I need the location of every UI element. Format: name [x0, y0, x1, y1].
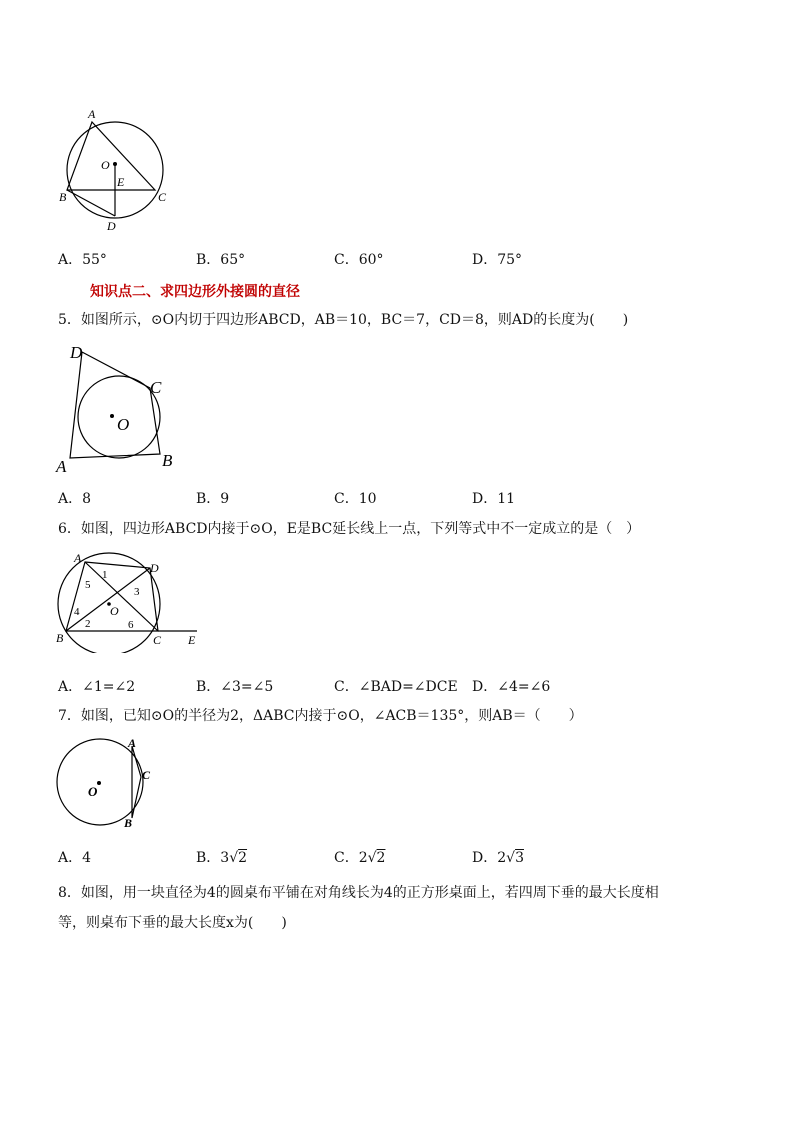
q5-label-a: A — [56, 457, 67, 476]
q7-option-d — [472, 847, 524, 867]
q7-label-b: B — [124, 816, 133, 830]
q7-option-a: A．4 — [58, 850, 92, 866]
q6-label-o: O — [110, 604, 119, 618]
sqrt-icon: √ — [506, 850, 516, 866]
q7-label-a: A — [128, 736, 137, 750]
q4-label-o: O — [101, 158, 110, 172]
section-heading: 知识点二、求四边形外接圆的直径 — [90, 284, 300, 300]
q5-center-dot — [110, 414, 114, 418]
q5-quadrilateral — [70, 352, 160, 458]
q7-triangle — [132, 746, 141, 818]
q4-option-b: B．65° — [196, 252, 246, 268]
q5-label-b: B — [162, 451, 173, 470]
q4-label-e: E — [117, 175, 125, 189]
q7-text: 7．如图，已知⊙O的半径为2，ΔABC内接于⊙O，∠ACB＝135°，则AB＝（ ） — [58, 708, 583, 724]
q7-option-d-radicand: 3 — [515, 850, 524, 866]
sqrt-icon: √ — [367, 850, 377, 866]
q6-label-b: B — [56, 631, 64, 645]
q7-center-dot — [97, 781, 101, 785]
q6-option-d: D．∠4=∠6 — [472, 679, 551, 695]
q7-label-o: O — [88, 784, 98, 799]
q6-diagonal-ac — [85, 562, 158, 631]
q5-label-o: O — [117, 415, 130, 434]
q6-option-c: C．∠BAD=∠DCE — [334, 679, 458, 695]
q4-center-dot — [113, 162, 117, 166]
q7-option-c-radicand: 2 — [376, 850, 386, 866]
q5-label-c: C — [150, 378, 162, 397]
q8-text-line2: 等，则桌布下垂的最大长度x为( ) — [58, 915, 287, 931]
q4-figure — [52, 100, 182, 240]
q7-option-b — [196, 847, 247, 867]
q7-label-c: C — [142, 768, 151, 782]
q4-label-d: D — [107, 219, 116, 233]
q4-label-a: A — [88, 107, 96, 121]
q7-option-b-radicand: 2 — [238, 850, 248, 866]
q6-angle-3: 3 — [134, 586, 140, 598]
q6-text: 6．如图，四边形ABCD内接于⊙O，E是BC延长线上一点，下列等式中不一定成立的是（ ） — [58, 521, 641, 537]
q5-label-d: D — [70, 343, 83, 362]
q7-option-c — [334, 847, 385, 867]
q4-option-d: D．75° — [472, 252, 523, 268]
q6-angle-2: 2 — [85, 618, 91, 630]
q6-figure — [52, 548, 212, 653]
q5-option-c: C．10 — [334, 491, 377, 507]
q4-label-c: C — [158, 190, 167, 204]
q6-angle-5: 5 — [85, 579, 91, 591]
q6-angle-1: 1 — [102, 569, 108, 581]
q5-option-a: A．8 — [58, 491, 92, 507]
q6-diagonal-bd — [66, 568, 150, 631]
q7-option-c-label: C．2 — [334, 850, 368, 866]
sqrt-icon: √ — [229, 850, 239, 866]
q5-text: 5．如图所示，⊙O内切于四边形ABCD，AB＝10，BC＝7，CD＝8，则AD的长度为( ) — [58, 312, 629, 328]
q6-label-a: A — [74, 551, 82, 565]
q6-label-e: E — [188, 633, 196, 647]
q4-triangle — [67, 122, 155, 190]
q6-angle-6: 6 — [128, 619, 134, 631]
q4-option-a: A．55° — [58, 252, 107, 268]
q8-text-line1: 8．如图，用一块直径为4的圆桌布平铺在对角线长为4的正方形桌面上，若四周下垂的最大长度相 — [58, 885, 659, 901]
q6-option-a: A．∠1=∠2 — [58, 679, 136, 695]
q7-option-b-label: B．3 — [196, 850, 230, 866]
q7-option-d-label: D．2 — [472, 850, 507, 866]
q5-option-b: B．9 — [196, 491, 230, 507]
q6-angle-4: 4 — [74, 606, 80, 618]
q4-label-b: B — [59, 190, 67, 204]
q6-label-d: D — [150, 561, 159, 575]
q7-figure — [52, 732, 167, 832]
q6-label-c: C — [153, 633, 162, 647]
q5-option-d: D．11 — [472, 491, 516, 507]
q6-option-b: B．∠3=∠5 — [196, 679, 274, 695]
q4-option-c: C．60° — [334, 252, 384, 268]
q5-figure — [52, 338, 187, 478]
